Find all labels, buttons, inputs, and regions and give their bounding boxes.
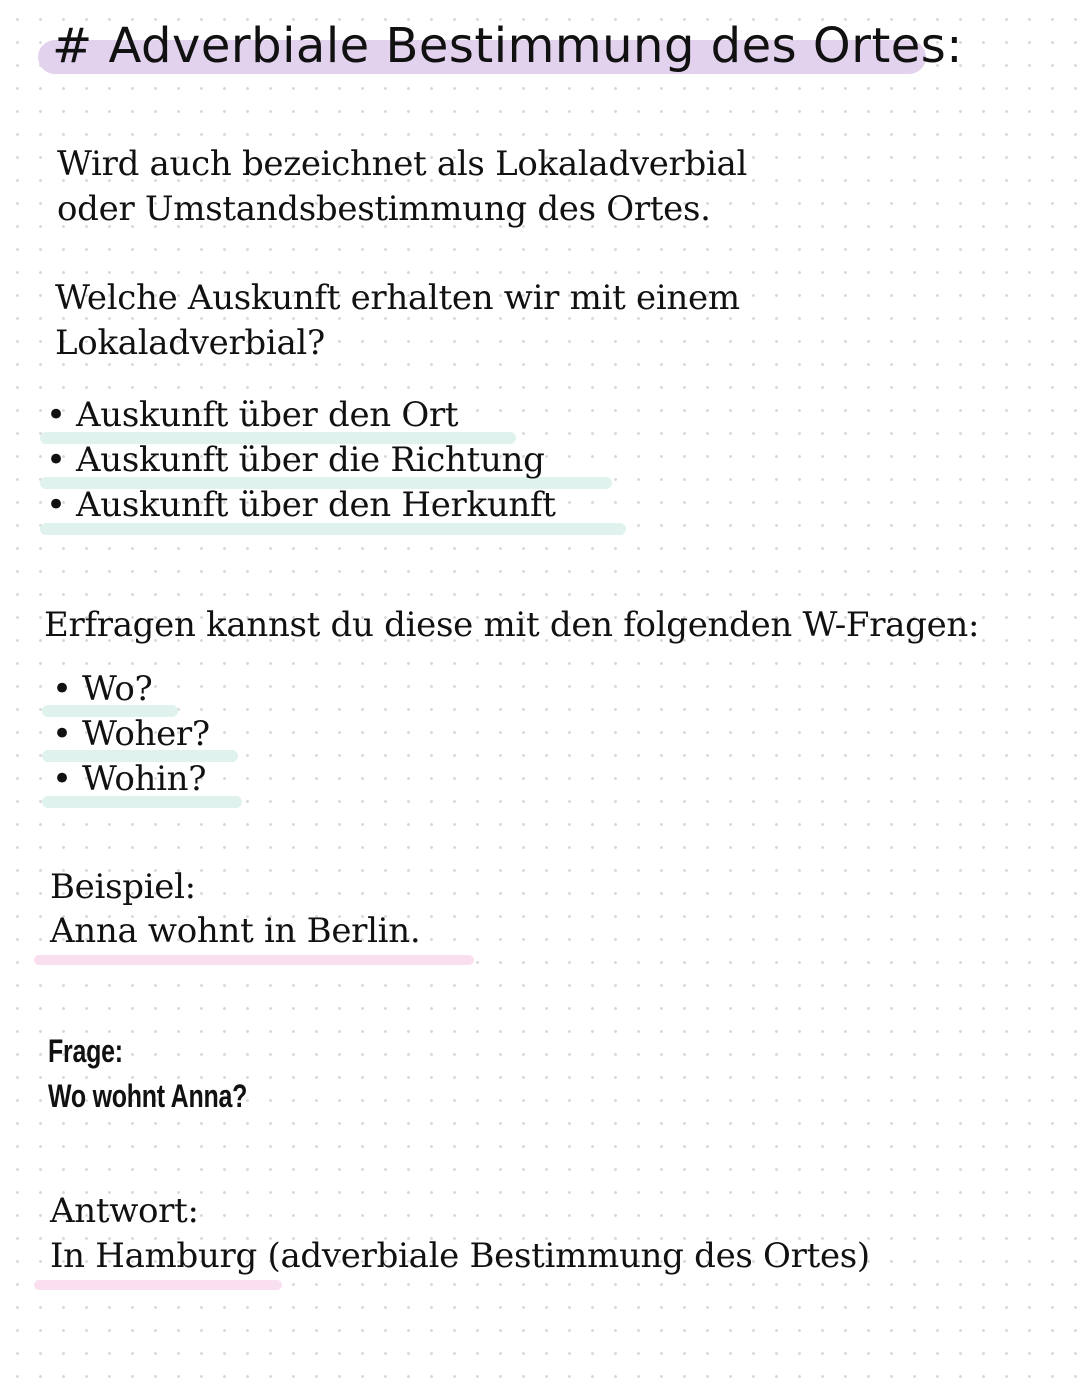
frage-text: Wo wohnt Anna? (48, 1078, 248, 1114)
antwort-text: In Hamburg (adverbiale Bestimmung des Ortes) (50, 1236, 870, 1276)
example-highlight (34, 955, 474, 965)
antwort-highlight (34, 1280, 282, 1290)
list-item-label: Woher? (82, 714, 210, 754)
question-line-1: Welche Auskunft erhalten wir mit einem (55, 278, 740, 318)
list-item-info-herkunft (46, 483, 556, 528)
bullet: • (52, 714, 72, 754)
example-label: Beispiel: (50, 867, 196, 907)
list-item-info-ort (46, 393, 458, 438)
bullet: • (46, 395, 66, 435)
frage-label: Frage: (48, 1033, 123, 1069)
list-item-label: Auskunft über den Ort (76, 395, 459, 435)
intro-line-2: oder Umstandsbestimmung des Ortes. (57, 189, 711, 229)
example-sentence: Anna wohnt in Berlin. (50, 911, 421, 951)
list-item-label: Wohin? (82, 759, 207, 799)
list-item-label: Auskunft über den Herkunft (76, 485, 556, 525)
bullet: • (52, 669, 72, 709)
wfragen-intro: Erfragen kannst du diese mit den folgenden W-Fragen: (44, 605, 980, 645)
list-item-info-richtung (46, 438, 545, 483)
question-line-2: Lokaladverbial? (55, 323, 325, 363)
bullet: • (52, 759, 72, 799)
list-item-wo (52, 667, 152, 712)
page-title: # Adverbiale Bestimmung des Ortes: (52, 18, 963, 74)
list-item-woher (52, 712, 210, 757)
bullet: • (46, 485, 66, 525)
list-item-label: Auskunft über die Richtung (76, 440, 545, 480)
antwort-label: Antwort: (50, 1191, 199, 1231)
intro-line-1: Wird auch bezeichnet als Lokaladverbial (57, 144, 748, 184)
list-item-label: Wo? (82, 669, 153, 709)
bullet: • (46, 440, 66, 480)
list-item-wohin (52, 757, 206, 802)
